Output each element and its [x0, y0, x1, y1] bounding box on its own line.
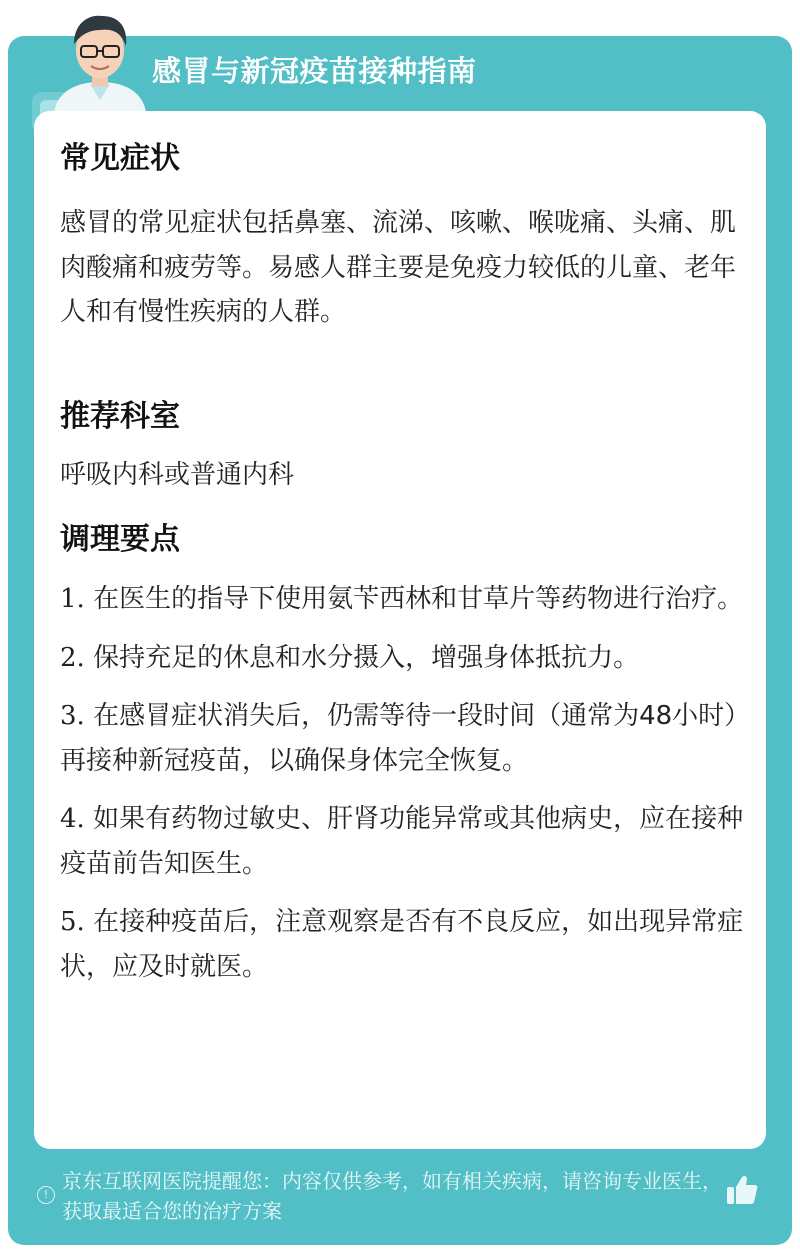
page-title: 感冒与新冠疫苗接种指南: [152, 54, 477, 88]
section-title-symptoms: 常见症状: [60, 141, 180, 176]
content-card: [34, 111, 766, 1149]
info-icon: !: [37, 1186, 55, 1204]
list-item: 2. 保持充足的休息和水分摄入，增强身体抵抗力。: [60, 642, 640, 673]
symptoms-text: 感冒的常见症状包括鼻塞、流涕、咳嗽、喉咙痛、头痛、肌肉酸痛和疲劳等。易感人群主要是免疫力较低的儿童、老年人和有慢性疾病的人群。: [60, 208, 737, 327]
section-title-care: 调理要点: [60, 522, 180, 557]
list-item: 3. 在感冒症状消失后，仍需等待一段时间（通常为48小时）再接种新冠疫苗，以确保身体完全恢复。: [60, 701, 738, 776]
list-item: 5. 在接种疫苗后，注意观察是否有不良反应，如出现异常症状，应及时就医。: [60, 907, 744, 982]
section-title-department: 推荐科室: [60, 399, 180, 434]
disclaimer-text: 京东互联网医院提醒您：内容仅供参考，如有相关疾病，请咨询专业医生，获取最适合您的治疗方案: [62, 1169, 722, 1223]
list-item: 1. 在医生的指导下使用氨苄西林和甘草片等药物进行治疗。: [60, 584, 744, 614]
thumbs-up-icon[interactable]: [724, 1172, 760, 1208]
care-list: [60, 577, 746, 1003]
department-text: 呼吸内科或普通内科: [60, 460, 295, 490]
list-item: 4. 如果有药物过敏史、肝肾功能异常或其他病史，应在接种疫苗前告知医生。: [60, 804, 744, 879]
doctor-avatar-icon: [44, 8, 156, 112]
